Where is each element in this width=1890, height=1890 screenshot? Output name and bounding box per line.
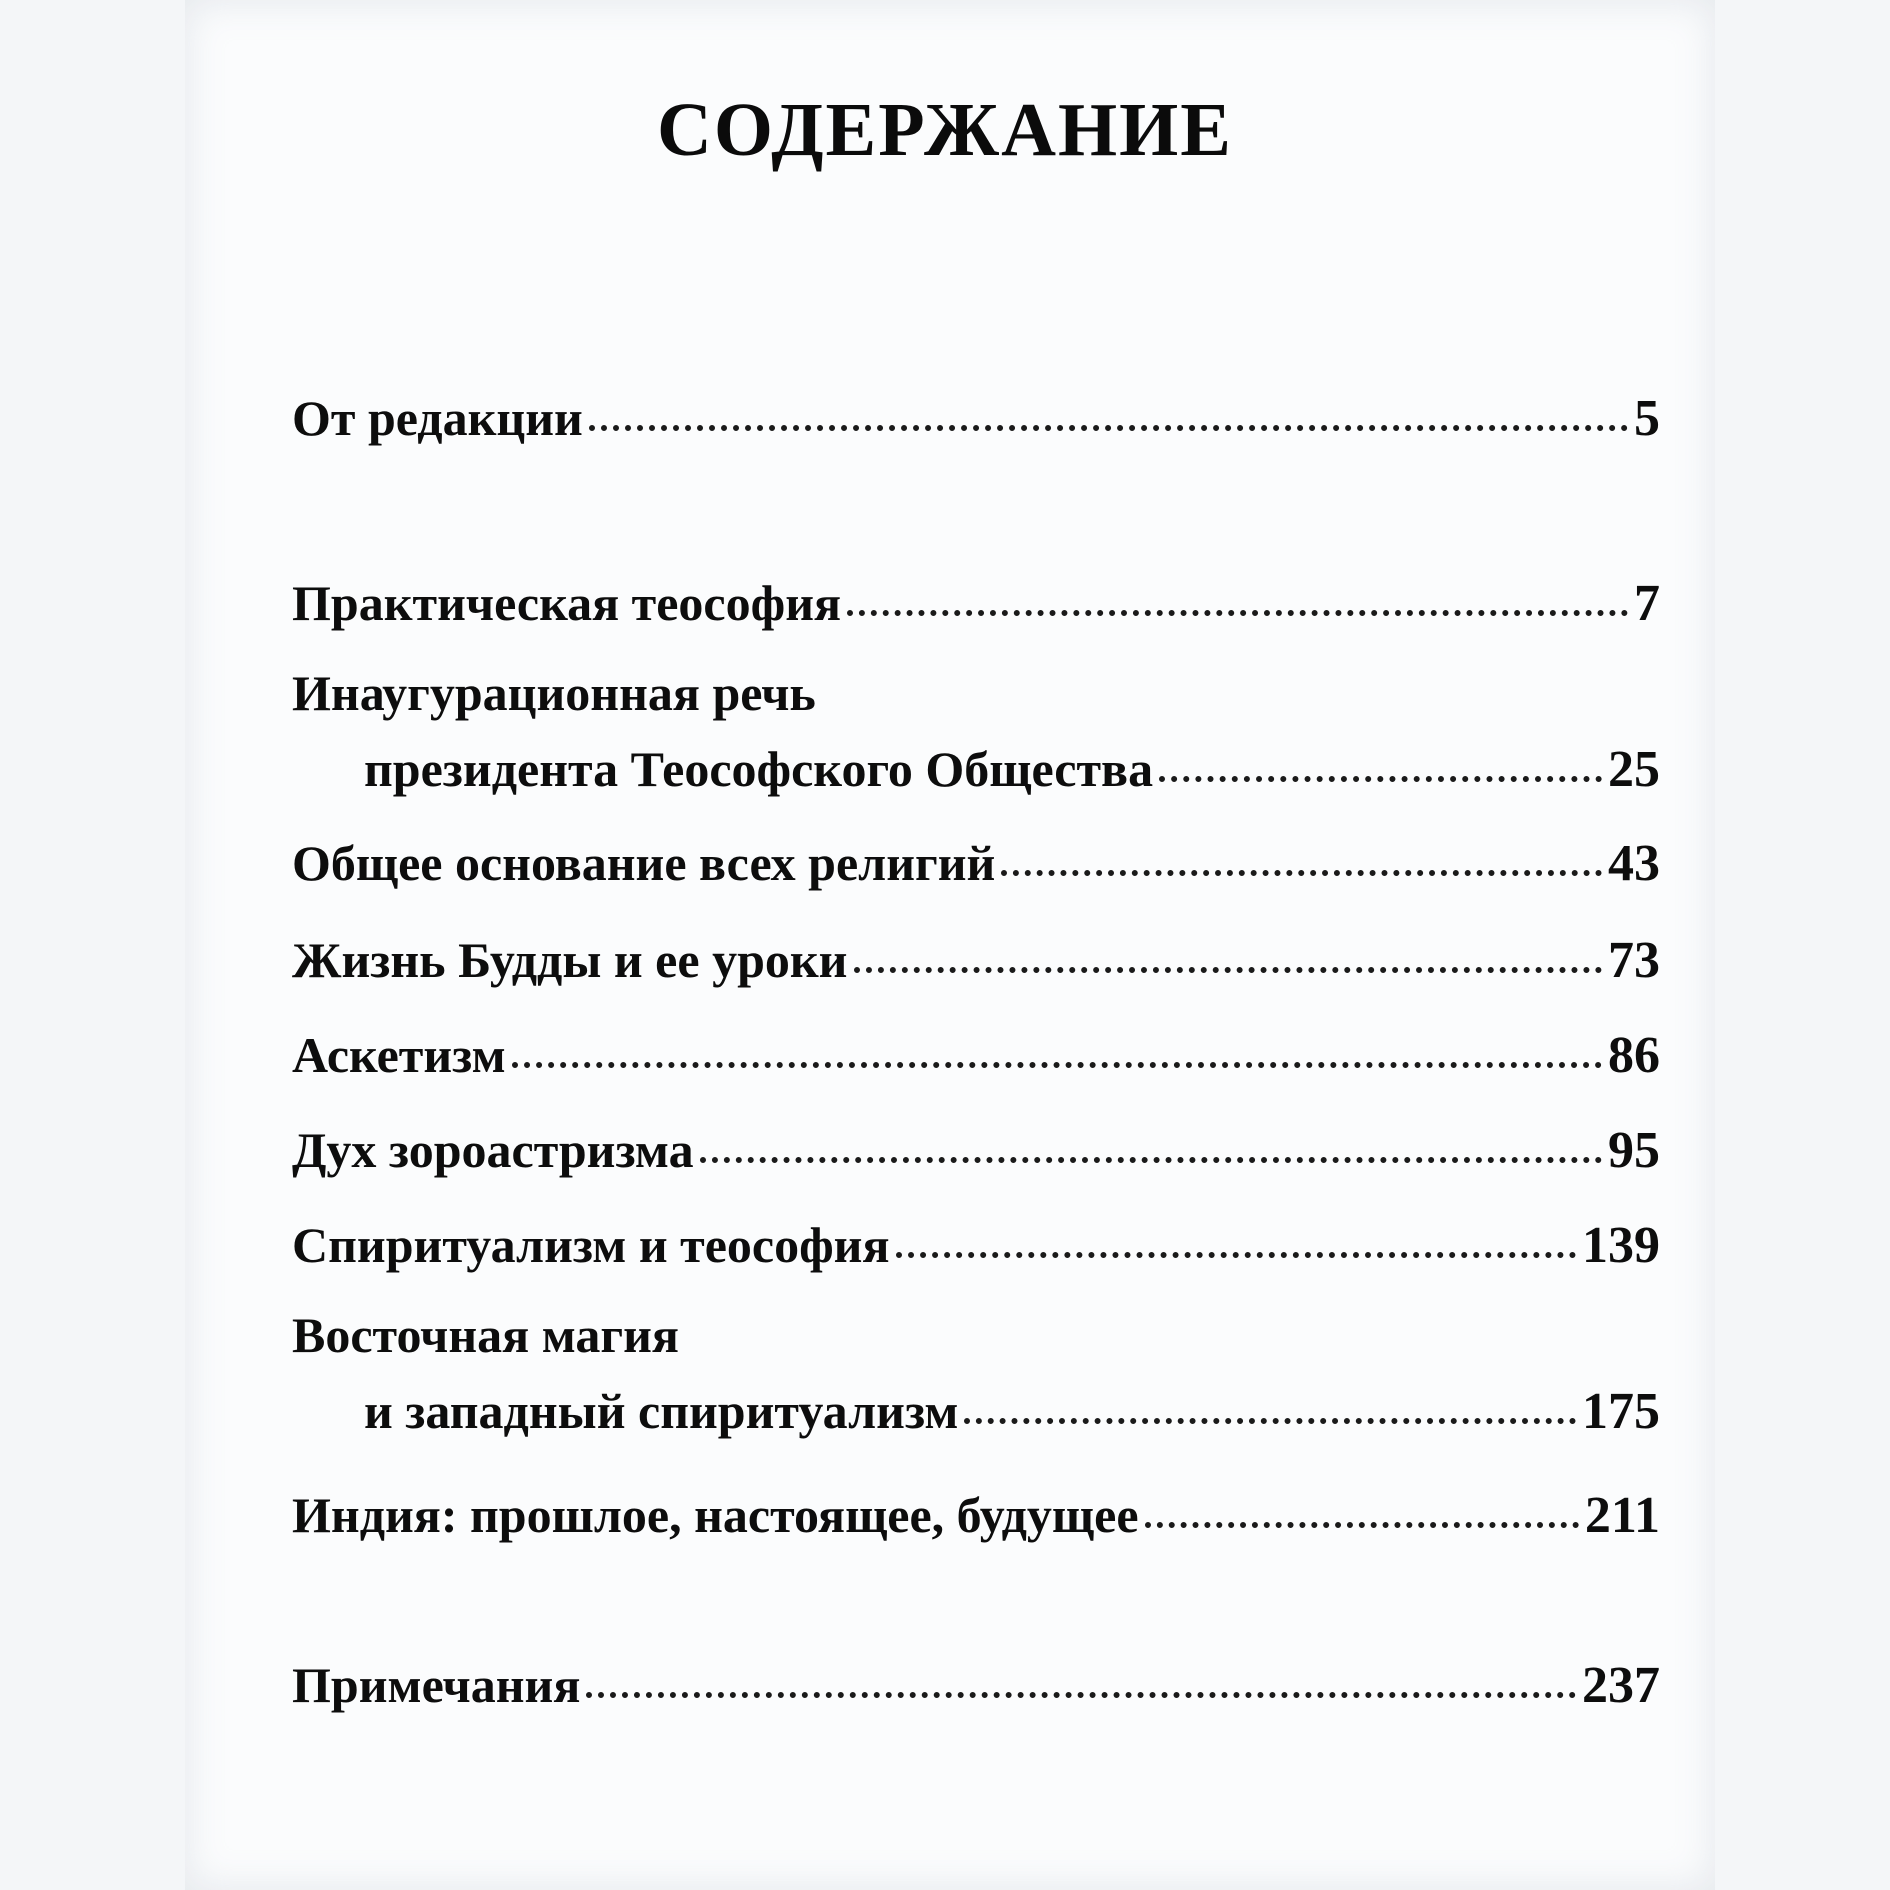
dot-leader <box>854 967 1603 973</box>
toc-entry-title: Аскетизм <box>292 1027 506 1083</box>
toc-entry <box>292 932 1660 995</box>
toc-entry-title: Жизнь Будды и ее уроки <box>292 932 848 988</box>
toc-entry-title: Практическая теософия <box>292 575 842 631</box>
toc-entry-title: Общее основание всех религий <box>292 835 996 891</box>
dot-leader <box>586 1692 1576 1698</box>
toc-entry <box>292 390 1660 453</box>
dot-leader <box>589 425 1628 431</box>
dot-leader <box>1159 776 1602 782</box>
toc-line <box>292 741 1660 804</box>
toc-line <box>292 932 1660 995</box>
toc-entry-page: 211 <box>1584 1487 1660 1544</box>
toc-entry-page: 73 <box>1608 932 1660 989</box>
toc-line <box>292 1657 1660 1720</box>
toc-entry <box>292 575 1660 638</box>
dot-leader <box>964 1418 1576 1424</box>
dot-leader <box>1001 870 1602 876</box>
toc-entry-page: 86 <box>1608 1027 1660 1084</box>
toc-entry <box>292 1122 1660 1185</box>
toc-entry <box>292 1657 1660 1720</box>
toc-entry-title: Примечания <box>292 1657 581 1713</box>
toc-entry-title: Дух зороастризма <box>292 1122 694 1178</box>
toc-line <box>292 835 1660 898</box>
toc-entry-page: 237 <box>1582 1657 1660 1714</box>
toc-entry-page: 7 <box>1634 575 1660 632</box>
toc-line <box>292 1383 1660 1446</box>
toc-entry-page: 95 <box>1608 1122 1660 1179</box>
toc-entry <box>292 835 1660 898</box>
toc-entry-page: 5 <box>1634 390 1660 447</box>
toc-entry <box>292 1027 1660 1090</box>
toc-entry-page: 43 <box>1608 835 1660 892</box>
toc-line <box>292 1122 1660 1185</box>
toc-line <box>292 575 1660 638</box>
dot-leader <box>700 1157 1602 1163</box>
toc-entry <box>292 665 1660 804</box>
toc-entry-page: 25 <box>1608 741 1660 798</box>
toc-entry-page: 175 <box>1582 1383 1660 1440</box>
toc-line <box>292 1307 1660 1386</box>
toc-line <box>292 665 1660 744</box>
toc-entry <box>292 1307 1660 1446</box>
toc-entry-title: Индия: прошлое, настоящее, будущее <box>292 1487 1139 1543</box>
toc-entry-title: Инаугурационная речь <box>292 665 816 721</box>
toc-entry <box>292 1217 1660 1280</box>
page-title: СОДЕРЖАНИЕ <box>657 88 1233 172</box>
dot-leader <box>1145 1522 1579 1528</box>
dot-leader <box>896 1252 1576 1258</box>
toc-entry-title-continued: президента Теософского Общества <box>364 741 1154 797</box>
toc-line <box>292 390 1660 453</box>
toc-entry-title: Спиритуализм и теософия <box>292 1217 890 1273</box>
toc-line <box>292 1027 1660 1090</box>
toc-entry-page: 139 <box>1582 1217 1660 1274</box>
dot-leader <box>847 610 1628 616</box>
toc-entry <box>292 1487 1660 1550</box>
toc-entry-title: От редакции <box>292 390 583 446</box>
dot-leader <box>512 1062 1602 1068</box>
toc-entry-title-continued: и западный спиритуализм <box>364 1383 959 1439</box>
toc-line <box>292 1217 1660 1280</box>
toc-entry-title: Восточная магия <box>292 1307 679 1363</box>
toc-line <box>292 1487 1660 1550</box>
